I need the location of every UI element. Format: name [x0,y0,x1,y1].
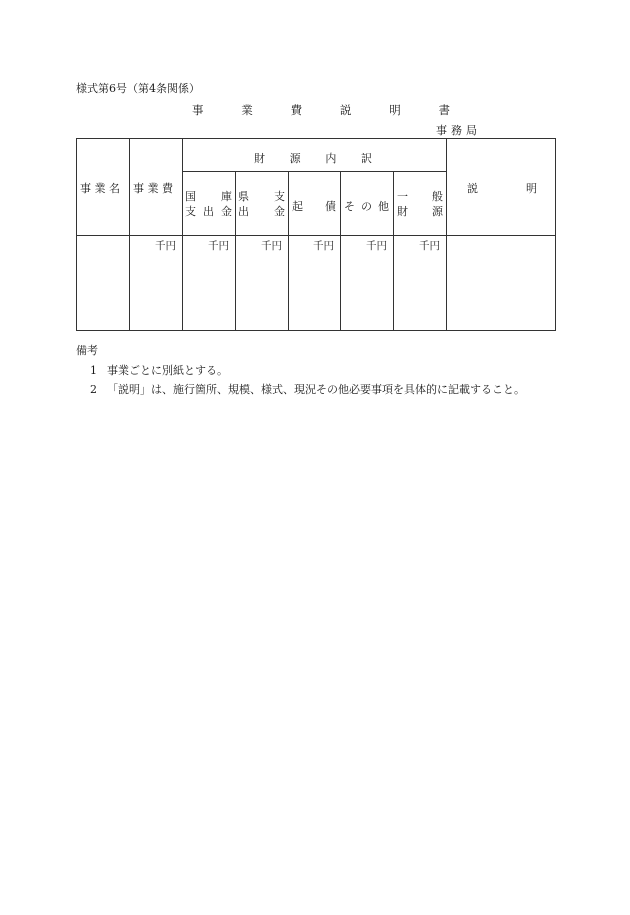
title-char: 明 [389,103,401,117]
column-divider [235,171,236,331]
table-border-left [76,138,77,331]
cost-breakdown-table [76,138,556,331]
note-item: 2 「説明」は、施行箇所、規模、様式、現況その他必要事項を具体的に記載すること。 [90,383,525,396]
unit-label: 千円 [366,240,387,252]
explanation-header: 説 明 [467,182,537,195]
unit-label: 千円 [419,240,440,252]
bond-header: 起 債 [292,200,336,213]
unit-label: 千円 [155,240,176,252]
bureau-label: 事務局 [436,124,481,137]
general-revenue-header: 一 般 財 源 [397,190,443,218]
table-border-right [555,138,556,331]
notes-label: 備考 [76,344,98,357]
project-name-header: 事 業 名 [80,182,120,195]
title-char: 業 [241,103,253,117]
note-item: 1 事業ごとに別紙とする。 [90,364,228,377]
title-char: 費 [290,103,303,117]
table-border-bottom [76,330,556,331]
column-divider [182,138,183,331]
funding-header-divider [182,171,446,172]
project-cost-header: 事 業 費 [133,182,173,195]
other-header: そ の 他 [344,200,389,213]
column-divider [446,138,447,331]
unit-label: 千円 [208,240,229,252]
table-border-top [76,138,556,139]
title-char: 説 [339,103,352,117]
national-treasury-header: 国 庫 支 出 金 [185,190,232,218]
column-divider [288,171,289,331]
form-number: 様式第6号（第4条関係） [76,82,200,95]
column-divider [393,171,394,331]
header-divider [76,235,556,236]
column-divider [340,171,341,331]
document-title [192,102,450,118]
prefectural-disbursement-header: 県 支 出 金 [238,190,285,218]
funding-breakdown-header: 財 源 内 訳 [254,152,372,165]
column-divider [129,138,130,331]
unit-label: 千円 [261,240,282,252]
unit-label: 千円 [313,240,334,252]
title-char: 書 [438,103,450,117]
title-char: 事 [192,103,204,117]
